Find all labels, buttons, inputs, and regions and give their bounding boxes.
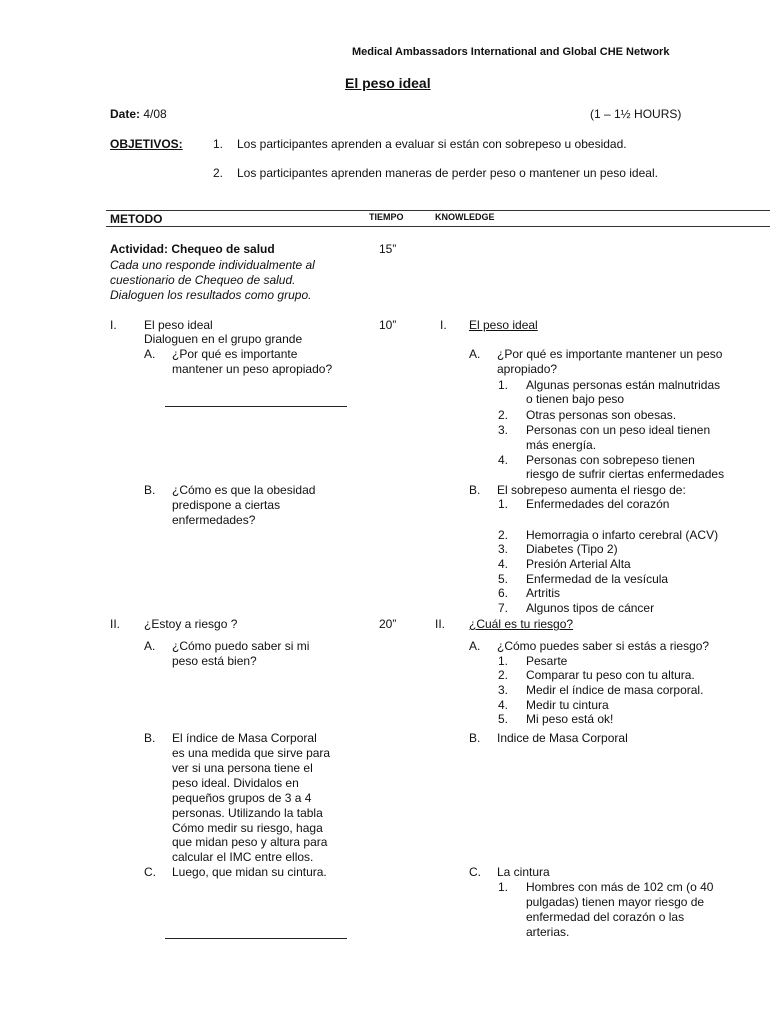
section-number: II.	[110, 617, 121, 631]
list-item: Hombres con más de 102 cm (o 40	[526, 880, 714, 894]
item-text: personas. Utilizando la tabla	[172, 806, 323, 820]
knowledge-item-text: ¿Por qué es importante mantener un peso	[497, 347, 723, 361]
knowledge-item-text: apropiado?	[497, 362, 558, 376]
activity-line: Dialoguen los resultados como grupo.	[110, 288, 312, 302]
section-number: I.	[110, 318, 117, 332]
knowledge-item-label: A.	[469, 639, 481, 653]
list-number: 3.	[498, 542, 509, 556]
knowledge-item-text: El sobrepeso aumenta el riesgo de:	[497, 483, 686, 497]
list-number: 1.	[498, 497, 509, 511]
list-item: Mi peso está ok!	[526, 712, 614, 726]
list-item: Comparar tu peso con tu altura.	[526, 668, 695, 682]
list-item: Otras personas son obesas.	[526, 408, 677, 422]
list-number: 5.	[498, 712, 509, 726]
item-text: mantener un peso apropiado?	[172, 362, 333, 376]
item-text: ver si una persona tiene el	[172, 761, 313, 775]
column-header-tiempo: TIEMPO	[369, 212, 404, 222]
list-item: Artritis	[526, 586, 560, 600]
column-header-knowledge: KNOWLEDGE	[435, 212, 495, 222]
section-title: El peso ideal	[144, 318, 213, 332]
duration: (1 – 1½ HOURS)	[590, 107, 682, 121]
item-text: que midan peso y altura para	[172, 835, 328, 849]
item-label: A.	[144, 639, 156, 653]
item-text: Cómo medir su riesgo, haga	[172, 821, 323, 835]
item-text: enfermedades?	[172, 513, 256, 527]
objective-text: Los participantes aprenden maneras de perder peso o mantener un peso ideal.	[237, 166, 658, 180]
date-row	[110, 107, 167, 121]
item-text: ¿Cómo puedo saber si mi	[172, 639, 310, 653]
list-item: arterias.	[526, 925, 570, 939]
item-text: predispone a ciertas	[172, 498, 281, 512]
objective-text: Los participantes aprenden a evaluar si están con sobrepeso u obesidad.	[237, 137, 627, 151]
list-number: 6.	[498, 586, 509, 600]
item-text: calcular el IMC entre ellos.	[172, 850, 314, 864]
list-number: 2.	[498, 528, 509, 542]
activity-line: cuestionario de Chequeo de salud.	[110, 273, 296, 287]
table-header-rule	[106, 226, 770, 227]
list-number: 1.	[498, 654, 509, 668]
list-item: Algunas personas están malnutridas	[526, 378, 721, 392]
item-text: Luego, que midan su cintura.	[172, 865, 327, 879]
list-number: 3.	[498, 683, 509, 697]
list-item: riesgo de sufrir ciertas enfermedades	[526, 467, 725, 481]
knowledge-section-title: El peso ideal	[469, 318, 538, 332]
activity-time: 15”	[379, 242, 397, 256]
knowledge-item-label: B.	[469, 731, 481, 745]
section-time: 20”	[379, 617, 397, 631]
list-number: 3.	[498, 423, 509, 437]
item-text: ¿Por qué es importante	[172, 347, 298, 361]
objective-number: 2.	[213, 166, 224, 180]
activity-line: Cada uno responde individualmente al	[110, 258, 315, 272]
item-text: peso está bien?	[172, 654, 257, 668]
objectives-label: OBJETIVOS:	[110, 137, 183, 151]
section-subtitle: Dialoguen en el grupo grande	[144, 332, 303, 346]
list-number: 7.	[498, 601, 509, 615]
list-item: enfermedad del corazón o las	[526, 910, 685, 924]
list-item: Medir tu cintura	[526, 698, 609, 712]
knowledge-item-text: Indice de Masa Corporal	[497, 731, 628, 745]
organization-name: Medical Ambassadors International and Global CHE Network	[352, 46, 670, 58]
page-title: El peso ideal	[345, 75, 431, 91]
section-time: 10”	[379, 318, 397, 332]
knowledge-item-text: La cintura	[497, 865, 550, 879]
knowledge-section-number: I.	[440, 318, 447, 332]
item-text: es una medida que sirve para	[172, 746, 331, 760]
list-number: 5.	[498, 572, 509, 586]
list-item: Pesarte	[526, 654, 568, 668]
answer-blank-line	[165, 406, 347, 407]
list-number: 1.	[498, 880, 509, 894]
knowledge-item-text: ¿Cómo puedes saber si estás a riesgo?	[497, 639, 710, 653]
item-label: B.	[144, 483, 156, 497]
list-number: 4.	[498, 453, 509, 467]
list-item: o tienen bajo peso	[526, 392, 625, 406]
list-item: Medir el índice de masa corporal.	[526, 683, 704, 697]
column-header-metodo: METODO	[110, 212, 163, 226]
item-text: ¿Cómo es que la obesidad	[172, 483, 316, 497]
knowledge-item-label: B.	[469, 483, 481, 497]
item-label: B.	[144, 731, 156, 745]
list-number: 4.	[498, 698, 509, 712]
date-value: 4/08	[143, 107, 167, 121]
objective-number: 1.	[213, 137, 224, 151]
list-item: Hemorragia o infarto cerebral (ACV)	[526, 528, 719, 542]
activity-title: Actividad: Chequeo de salud	[110, 242, 275, 256]
list-item: Presión Arterial Alta	[526, 557, 631, 571]
list-number: 2.	[498, 408, 509, 422]
knowledge-item-label: A.	[469, 347, 481, 361]
list-item: pulgadas) tienen mayor riesgo de	[526, 895, 705, 909]
item-label: A.	[144, 347, 156, 361]
date-label: Date:	[110, 107, 141, 121]
list-number: 1.	[498, 378, 509, 392]
answer-blank-line	[165, 938, 347, 939]
item-label: C.	[144, 865, 156, 879]
list-item: Personas con sobrepeso tienen	[526, 453, 695, 467]
list-item: Personas con un peso ideal tienen	[526, 423, 711, 437]
item-text: El índice de Masa Corporal	[172, 731, 317, 745]
list-item: más energía.	[526, 438, 597, 452]
knowledge-section-number: II.	[435, 617, 446, 631]
table-top-rule	[106, 210, 770, 211]
item-text: peso ideal. Dividalos en	[172, 776, 299, 790]
list-item: Algunos tipos de cáncer	[526, 601, 655, 615]
section-title: ¿Estoy a riesgo ?	[144, 617, 238, 631]
list-item: Enfermedades del corazón	[526, 497, 670, 511]
list-item: Diabetes (Tipo 2)	[526, 542, 618, 556]
knowledge-section-title: ¿Cuál es tu riesgo?	[469, 617, 574, 631]
list-number: 4.	[498, 557, 509, 571]
list-item: Enfermedad de la vesícula	[526, 572, 669, 586]
list-number: 2.	[498, 668, 509, 682]
knowledge-item-label: C.	[469, 865, 481, 879]
item-text: pequeños grupos de 3 a 4	[172, 791, 312, 805]
